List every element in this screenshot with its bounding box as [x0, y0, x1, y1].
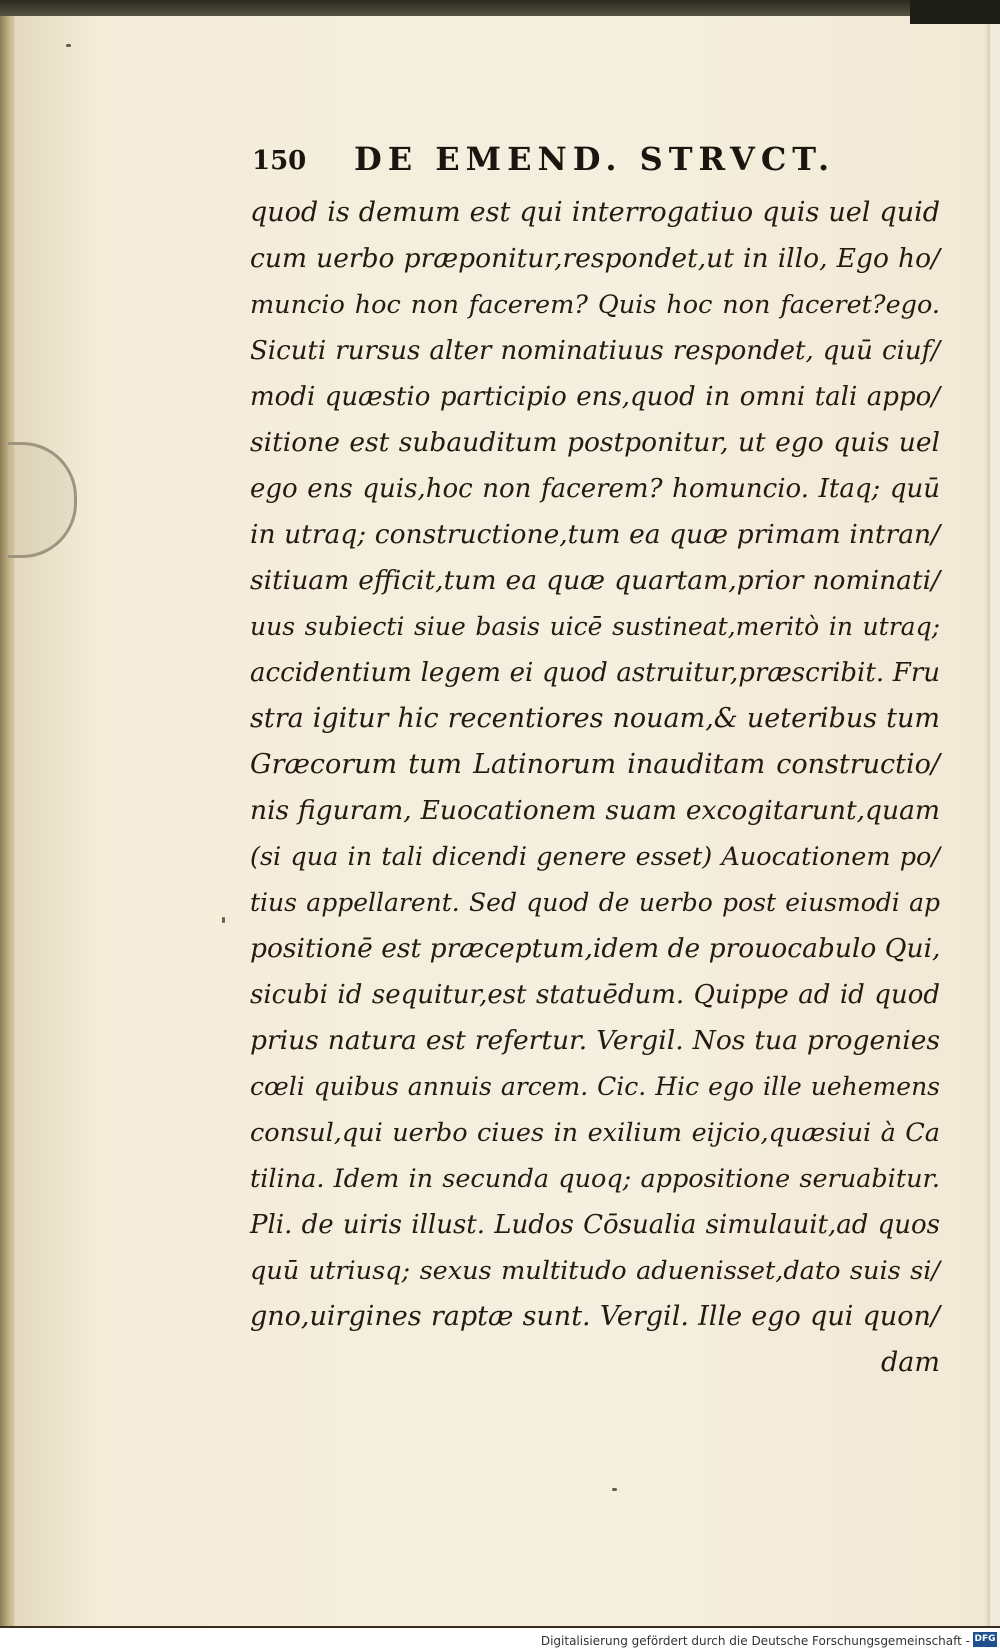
text-line: modi quæstio participio ens,quod in omni tali appo/ [250, 382, 940, 412]
text-line: quū utriusq; sexus multitudo aduenisset,dato suis si/ [250, 1256, 940, 1286]
text-line: Græcorum tum Latinorum inauditam constructio/ [250, 749, 940, 780]
paper-speck [66, 44, 71, 47]
text-line: gno,uirgines raptæ sunt. Vergil. Ille ego qui quon/ [250, 1301, 940, 1332]
catchword: dam [881, 1347, 940, 1378]
paper-speck [222, 917, 225, 923]
text-line: cœli quibus annuis arcem. Cic. Hic ego ille uehemens [250, 1072, 940, 1101]
text-line: sicubi id sequitur,est statuēdum. Quippe ad id quod [250, 980, 940, 1010]
scan-top-corner [910, 0, 1000, 24]
text-line: positionē est præceptum,idem de prouocabulo Qui, [250, 933, 941, 964]
text-line: sitiuam efficit,tum ea quæ quartam,prior nominati/ [250, 565, 940, 596]
text-line: ego ens quis,hoc non facerem? homuncio. Itaq; quū [250, 474, 940, 504]
text-line: Pli. de uiris illust. Ludos Cōsualia simulauit,ad quos [250, 1210, 940, 1240]
text-line: Sicuti rursus alter nominatiuus respondet, quū ciuf/ [250, 336, 940, 366]
text-line: quod is demum est qui interrogatiuo quis uel quid [250, 197, 940, 228]
text-line: prius natura est refertur. Vergil. Nos tua progenies [250, 1025, 940, 1056]
body-text [250, 190, 940, 1386]
page-header [252, 140, 872, 180]
text-line: stra igitur hic recentiores nouam,& ueteribus tum [250, 703, 940, 734]
page-number: 150 [252, 146, 307, 176]
scan-top-border [0, 0, 1000, 16]
page-clasp-mark [8, 442, 77, 558]
running-head: DE EMEND. STRVCT. [354, 140, 836, 178]
text-line: in utraq; constructione,tum ea quæ primam intran/ [250, 519, 940, 550]
digitization-footer [0, 1626, 1000, 1650]
funding-credit: Digitalisierung gefördert durch die Deutsche Forschungsgemeinschaft - [540, 1634, 970, 1648]
text-line: (si qua in tali dicendi genere esset) Auocationem po/ [250, 842, 940, 872]
dfg-logo: DFG [973, 1632, 997, 1647]
text-line: tius appellarent. Sed quod de uerbo post eiusmodi ap [250, 888, 940, 917]
paper-speck [612, 1488, 617, 1491]
text-line: muncio hoc non facerem? Quis hoc non faceret?ego. [250, 290, 940, 320]
text-line: uus subiecti siue basis uicē sustineat,meritò in utraq; [250, 612, 940, 641]
text-line: consul,qui uerbo ciues in exilium eijcio,quæsiui à Ca [250, 1118, 940, 1148]
text-line: nis figuram, Euocationem suam excogitarunt,quam [250, 795, 940, 826]
text-line: tilina. Idem in secunda quoq; appositione seruabitur. [250, 1164, 940, 1194]
text-line: cum uerbo præponitur,respondet,ut in illo, Ego ho/ [250, 243, 940, 274]
text-line: accidentium legem ei quod astruitur,præscribit. Fru [250, 658, 940, 688]
text-line: sitione est subauditum postponitur, ut ego quis uel [250, 427, 940, 458]
